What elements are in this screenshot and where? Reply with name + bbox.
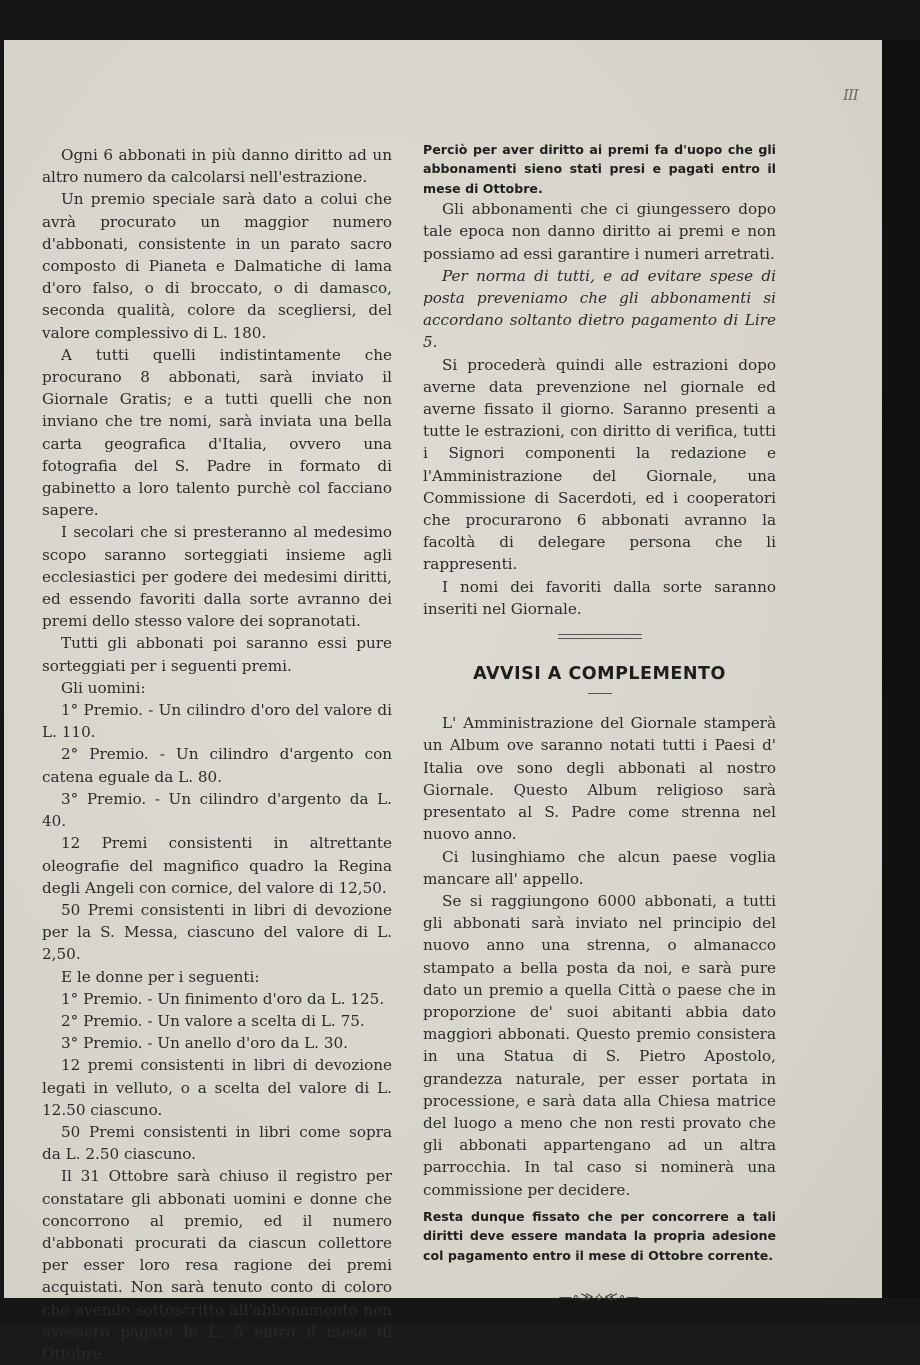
paragraph: Ogni 6 abbonati in più danno diritto ad un altro numero da calcolarsi nell'estrazione. [42, 146, 392, 187]
paragraph: A tutti quelli indistintamente che procurano 8 abbonati, sarà inviato il Giornale Gratis; e a tutti quelli che non inviano che tre nomi, sarà inviata una bella carta geografica d'Italia, ovvero una fotografia del S. Padre in formato di gabinetto a loro talento purchè col facciano sapere. [42, 345, 392, 520]
section-divider [558, 634, 642, 639]
paragraph: I nomi dei favoriti dalla sorte saranno inseriti nel Giornale. [423, 577, 776, 618]
paragraph: E le donne per i seguenti: [61, 967, 260, 986]
bold-notice: Resta dunque fissato che per concorrere a tali diritti deve essere mandata la propria adesione col pagamento entro il mese di Ottobre corrente. [423, 1208, 776, 1263]
paragraph: Gli abbonamenti che ci giungessero dopo tale epoca non danno diritto ai premi e non possiamo ad essi garantire i numeri arretrati. [423, 200, 776, 263]
prize-line: 12 premi consistenti in libri di devozione legati in velluto, o a scelta del valore di L. 12.50 ciascuno. [42, 1056, 392, 1119]
right-column [423, 140, 776, 1309]
prize-line: 2° Premio. - Un cilindro d'argento con catena eguale da L. 80. [42, 745, 392, 786]
paragraph: Si procederà quindi alle estrazioni dopo averne data prevenzione nel giornale ed averne fissato il giorno. Saranno presenti a tutte le estrazioni, con diritto di verifica, tutti i Signori componenti la redazione e l'Amministrazione del Giornale, una Commissione di Sacerdoti, ed i cooperatori che procurarono 6 abbonati avranno la facoltà di delegare persona che li rappresenti. [423, 355, 776, 574]
paragraph: I secolari che si presteranno al medesimo scopo saranno sorteggiati insieme agli ecclesiastici per godere dei medesimi diritti, ed essendo favoriti dalla sorte avranno dei premi dello stesso valore dei sopranotati. [42, 523, 392, 631]
page-edge-shadow [882, 40, 920, 1298]
left-column [42, 144, 392, 1365]
paragraph: Gli uomini: [61, 678, 146, 697]
italic-paragraph: Per norma di tutti, e ad evitare spese di posta preveniamo che gli abbonamenti si accordano soltanto dietro pagamento di Lire 5. [423, 266, 776, 352]
ornament-icon: —∘≫⟡≪∘— [558, 1289, 641, 1305]
prize-line: 12 Premi consistenti in altrettante oleografie del magnifico quadro la Regina degli Angeli con cornice, del valore di 12,50. [42, 834, 392, 897]
prize-line: 1° Premio. - Un cilindro d'oro del valore di L. 110. [42, 701, 392, 742]
heading-rule [588, 693, 612, 694]
paragraph: Un premio speciale sarà dato a colui che avrà procurato un maggior numero d'abbonati, consistente in un parato sacro composto di Pianeta e Dalmatiche di lama d'oro falso, o di broccato, o di damasco, seconda qualità, colore da scegliersi, del valore complessivo di L. 180. [42, 190, 392, 342]
paragraph: Il 31 Ottobre sarà chiuso il registro per constatare gli abbonati uomini e donne che concorrono al premio, ed il numero d'abbonati procurati da ciascun collettore per esser loro resa ragione dei premi acquistati. Non sarà tenuto conto di coloro che avendo sottoscritto all'abbonamento non avessero pagate le L. 5 entro il mese di Ottobre. [42, 1167, 392, 1363]
page-number: III [843, 86, 858, 104]
prize-line: 50 Premi consistenti in libri di devozione per la S. Messa, ciascuno del valore di L. 2,50. [42, 900, 392, 964]
prize-line: 50 Premi consistenti in libri come sopra da L. 2.50 ciascuno. [42, 1122, 392, 1164]
prize-line: 1° Premio. - Un finimento d'oro da L. 125. [61, 989, 385, 1008]
paragraph: Tutti gli abbonati poi saranno essi pure sorteggiati per i seguenti premi. [42, 634, 392, 675]
paragraph: Se si raggiungono 6000 abbonati, a tutti gli abbonati sarà inviato nel principio del nuovo anno una strenna, o almanacco stampato a bella posta da noi, e sarà pure dato un premio a quella Città o paese che in proporzione de' suoi abitanti abbia dato maggiori abbonati. Questo premio consistera in una Statua di S. Pietro Apostolo, grandezza naturale, per esser portata in processione, e sarà data alla Chiesa matrice del luogo a meno che non resti provato che gli abbonati appartengano ad un altra parrocchia. In tal caso si nominerà una commissione per decidere. [423, 891, 776, 1199]
prize-line: 3° Premio. - Un cilindro d'argento da L. 40. [42, 789, 392, 831]
prize-line: 2° Premio. - Un valore a scelta di L. 75. [61, 1011, 365, 1030]
bold-notice: Perciò per aver diritto ai premi fa d'uopo che gli abbonamenti sieno stati presi e pagati entro il mese di Ottobre. [423, 142, 776, 196]
prize-line: 3° Premio. - Un anello d'oro da L. 30. [61, 1034, 348, 1053]
paragraph: Ci lusinghiamo che alcun paese voglia mancare all' appello. [423, 847, 776, 888]
section-heading: AVVISI A COMPLEMENTO [473, 664, 726, 685]
paragraph: L' Amministrazione del Giornale stamperà un Album ove saranno notati tutti i Paesi d' Italia ove sono degli abbonati al nostro Giornale. Questo Album religioso sarà presentato al S. Padre come strenna nel nuovo anno. [423, 714, 776, 844]
